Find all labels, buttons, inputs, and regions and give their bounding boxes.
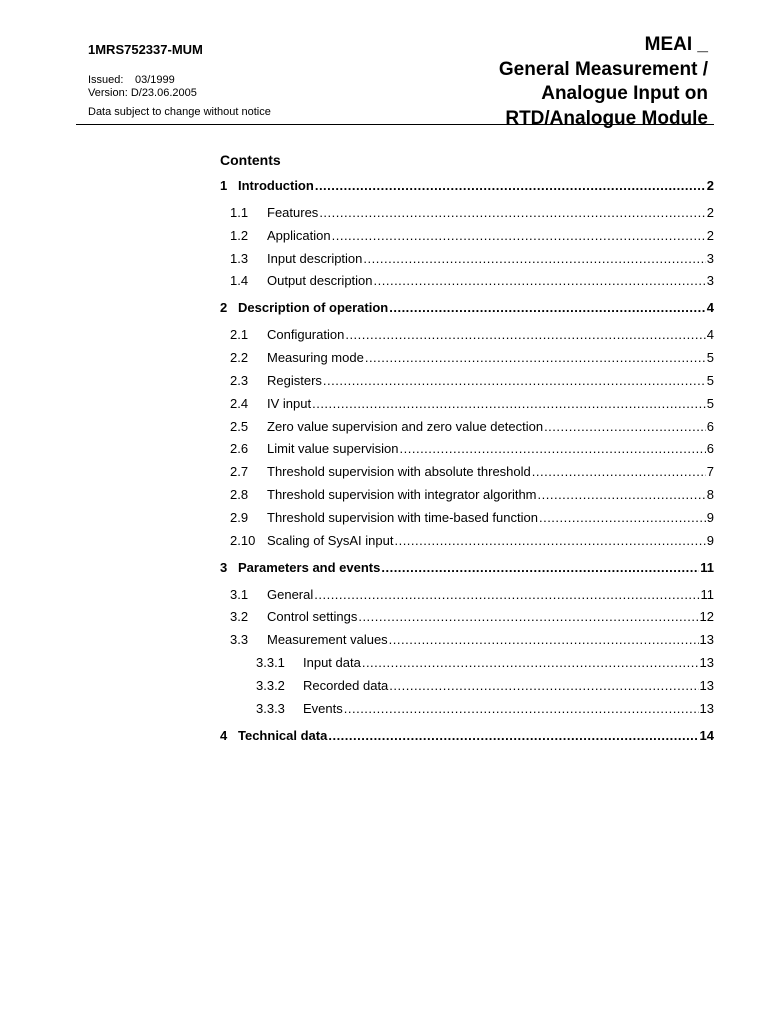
toc-entry[interactable] bbox=[220, 346, 714, 366]
toc-entry-number: 2.6 bbox=[230, 441, 249, 457]
toc-entry-number: 2.9 bbox=[230, 509, 249, 525]
toc-entry[interactable] bbox=[220, 697, 714, 717]
toc-entry-number: 3.3.2 bbox=[256, 677, 285, 693]
toc-leader-dots bbox=[328, 728, 698, 744]
toc-entry-page: 13 bbox=[699, 700, 714, 716]
toc-entry-title: Parameters and events bbox=[238, 559, 381, 575]
toc-entry-title: Introduction bbox=[238, 178, 314, 193]
table-of-contents bbox=[220, 152, 714, 743]
toc-leader-dots bbox=[362, 655, 699, 671]
toc-entry-page: 5 bbox=[706, 395, 714, 411]
toc-leader-dots bbox=[544, 419, 706, 435]
toc-entry-number: 3.1 bbox=[230, 586, 249, 602]
toc-entry-page: 3 bbox=[706, 250, 714, 266]
toc-entry-title: Zero value supervision and zero value detection bbox=[267, 418, 544, 434]
toc-entry[interactable] bbox=[220, 247, 714, 267]
toc-entry-page: 5 bbox=[706, 350, 714, 366]
toc-entry-number: 2.2 bbox=[230, 350, 249, 366]
toc-entry-page: 2 bbox=[706, 178, 714, 193]
toc-entry-title: Measurement values bbox=[267, 632, 388, 648]
toc-entry[interactable] bbox=[220, 583, 714, 603]
toc-entry-page: 5 bbox=[706, 373, 714, 388]
toc-leader-dots bbox=[319, 205, 705, 221]
toc-entry-title: Application bbox=[267, 227, 331, 243]
version-value: D/23.06.2005 bbox=[130, 87, 197, 99]
toc-leader-dots bbox=[400, 441, 706, 457]
toc-entry[interactable] bbox=[220, 483, 714, 503]
toc-leader-dots bbox=[344, 701, 699, 717]
title-line: General Measurement / bbox=[498, 58, 708, 80]
version-label: Version: bbox=[88, 87, 128, 99]
toc-leader-dots bbox=[389, 632, 699, 648]
issued-line bbox=[88, 74, 175, 87]
toc-entry-title: Registers bbox=[267, 373, 322, 388]
toc-entry-page: 2 bbox=[706, 227, 714, 243]
toc-entry-number: 3.2 bbox=[230, 609, 249, 625]
toc-entry-number: 2.5 bbox=[230, 418, 249, 434]
toc-heading: Contents bbox=[220, 152, 281, 168]
toc-entry-title: Technical data bbox=[238, 727, 328, 743]
toc-entry-title: Events bbox=[303, 700, 343, 716]
toc-entry-page: 13 bbox=[699, 677, 714, 693]
toc-entry-number: 2.3 bbox=[230, 373, 249, 388]
toc-entry[interactable] bbox=[220, 415, 714, 435]
title-line: RTD/Analogue Module bbox=[505, 107, 708, 129]
title-line: Analogue Input on bbox=[541, 83, 708, 104]
toc-entry-page: 7 bbox=[706, 464, 714, 480]
toc-entry-number: 2.7 bbox=[230, 464, 249, 480]
toc-entry[interactable] bbox=[220, 506, 714, 526]
toc-entry-title: Scaling of SysAI input bbox=[267, 532, 394, 548]
toc-leader-dots bbox=[389, 300, 706, 316]
toc-entry[interactable] bbox=[220, 296, 714, 316]
toc-entry-page: 11 bbox=[700, 586, 714, 602]
toc-entry-title: Features bbox=[267, 205, 319, 220]
toc-entry-title: Input data bbox=[303, 655, 361, 670]
toc-leader-dots bbox=[389, 678, 698, 694]
toc-entry[interactable] bbox=[220, 269, 714, 289]
toc-entry-title: Description of operation bbox=[238, 300, 389, 316]
toc-entry-number: 2 bbox=[220, 300, 228, 316]
toc-leader-dots bbox=[363, 251, 705, 267]
toc-entry[interactable] bbox=[220, 529, 714, 549]
toc-entry-number: 2.4 bbox=[230, 395, 249, 411]
toc-entry-number: 4 bbox=[220, 727, 228, 743]
toc-entry-title: Measuring mode bbox=[267, 350, 364, 366]
toc-entry-title: Configuration bbox=[267, 327, 345, 343]
toc-leader-dots bbox=[312, 396, 706, 412]
toc-entry-page: 6 bbox=[706, 441, 714, 457]
toc-entry-title: Threshold supervision with absolute threshold bbox=[267, 464, 531, 480]
toc-entry[interactable] bbox=[220, 224, 714, 244]
toc-entry-number: 1.4 bbox=[230, 273, 249, 289]
version-line bbox=[88, 87, 197, 100]
toc-entry-page: 4 bbox=[706, 300, 714, 316]
toc-entry[interactable] bbox=[220, 323, 714, 343]
toc-entry-page: 8 bbox=[706, 487, 714, 502]
toc-entry[interactable] bbox=[220, 460, 714, 480]
toc-entry[interactable] bbox=[220, 369, 714, 389]
toc-entry-number: 1.2 bbox=[230, 227, 249, 243]
toc-entry-number: 1 bbox=[220, 178, 228, 193]
toc-leader-dots bbox=[323, 373, 706, 389]
toc-leader-dots bbox=[345, 327, 705, 343]
toc-entry[interactable] bbox=[220, 724, 714, 744]
toc-entry[interactable] bbox=[220, 605, 714, 625]
toc-leader-dots bbox=[358, 609, 698, 625]
toc-entry-page: 13 bbox=[699, 632, 714, 648]
toc-entry[interactable] bbox=[220, 651, 714, 671]
toc-entry[interactable] bbox=[220, 392, 714, 412]
toc-entry-page: 2 bbox=[706, 205, 714, 220]
toc-entry[interactable] bbox=[220, 628, 714, 648]
title-line: MEAI _ bbox=[644, 34, 708, 55]
toc-entry-page: 14 bbox=[699, 727, 714, 743]
toc-entry[interactable] bbox=[220, 437, 714, 457]
document-number: 1MRS752337-MUM bbox=[88, 42, 203, 57]
toc-entry-title: Control settings bbox=[267, 609, 358, 625]
toc-entry-number: 1.1 bbox=[230, 205, 249, 220]
toc-leader-dots bbox=[381, 560, 699, 576]
toc-entry-title: Input description bbox=[267, 250, 363, 266]
toc-entry-number: 3 bbox=[220, 559, 228, 575]
toc-entry-title: General bbox=[267, 586, 314, 602]
toc-entry-number: 2.1 bbox=[230, 327, 249, 343]
toc-entry-title: Recorded data bbox=[303, 677, 389, 693]
toc-entry[interactable] bbox=[220, 674, 714, 694]
toc-leader-dots bbox=[394, 533, 705, 549]
toc-entry-title: Threshold supervision with time-based function bbox=[267, 509, 538, 525]
toc-leader-dots bbox=[315, 178, 706, 194]
toc-entry-page: 4 bbox=[706, 327, 714, 343]
toc-leader-dots bbox=[332, 228, 706, 244]
toc-leader-dots bbox=[532, 464, 706, 480]
toc-leader-dots bbox=[374, 273, 706, 289]
toc-entry-number: 2.8 bbox=[230, 487, 249, 502]
issued-label: Issued: bbox=[88, 74, 124, 86]
toc-entry-title: Limit value supervision bbox=[267, 441, 399, 457]
toc-entry-number: 1.3 bbox=[230, 250, 249, 266]
toc-entry-page: 11 bbox=[700, 559, 714, 575]
toc-entry-page: 6 bbox=[706, 418, 714, 434]
toc-entry-page: 9 bbox=[706, 509, 714, 525]
toc-entry[interactable] bbox=[220, 201, 714, 221]
toc-entry-page: 3 bbox=[706, 273, 714, 289]
toc-entry-number: 3.3.3 bbox=[256, 700, 285, 716]
toc-entry-title: IV input bbox=[267, 395, 312, 411]
toc-leader-dots bbox=[538, 487, 706, 503]
toc-entry-number: 3.3.1 bbox=[256, 655, 285, 670]
toc-entry-page: 13 bbox=[699, 655, 714, 670]
toc-entry-title: Threshold supervision with integrator algorithm bbox=[267, 487, 537, 502]
toc-leader-dots bbox=[365, 350, 706, 366]
toc-entry[interactable] bbox=[220, 174, 714, 194]
change-notice: Data subject to change without notice bbox=[88, 106, 271, 118]
document-title bbox=[388, 33, 708, 131]
toc-leader-dots bbox=[539, 510, 706, 526]
toc-entry-page: 9 bbox=[706, 532, 714, 548]
toc-entry-page: 12 bbox=[699, 609, 714, 625]
page-header bbox=[0, 0, 768, 130]
toc-entry-title: Output description bbox=[267, 273, 373, 289]
toc-entry[interactable] bbox=[220, 556, 714, 576]
header-divider bbox=[76, 124, 714, 125]
issued-value: 03/1999 bbox=[135, 74, 175, 86]
toc-entry-number: 2.10 bbox=[230, 532, 256, 548]
toc-leader-dots bbox=[314, 587, 699, 603]
toc-entry-number: 3.3 bbox=[230, 632, 249, 648]
